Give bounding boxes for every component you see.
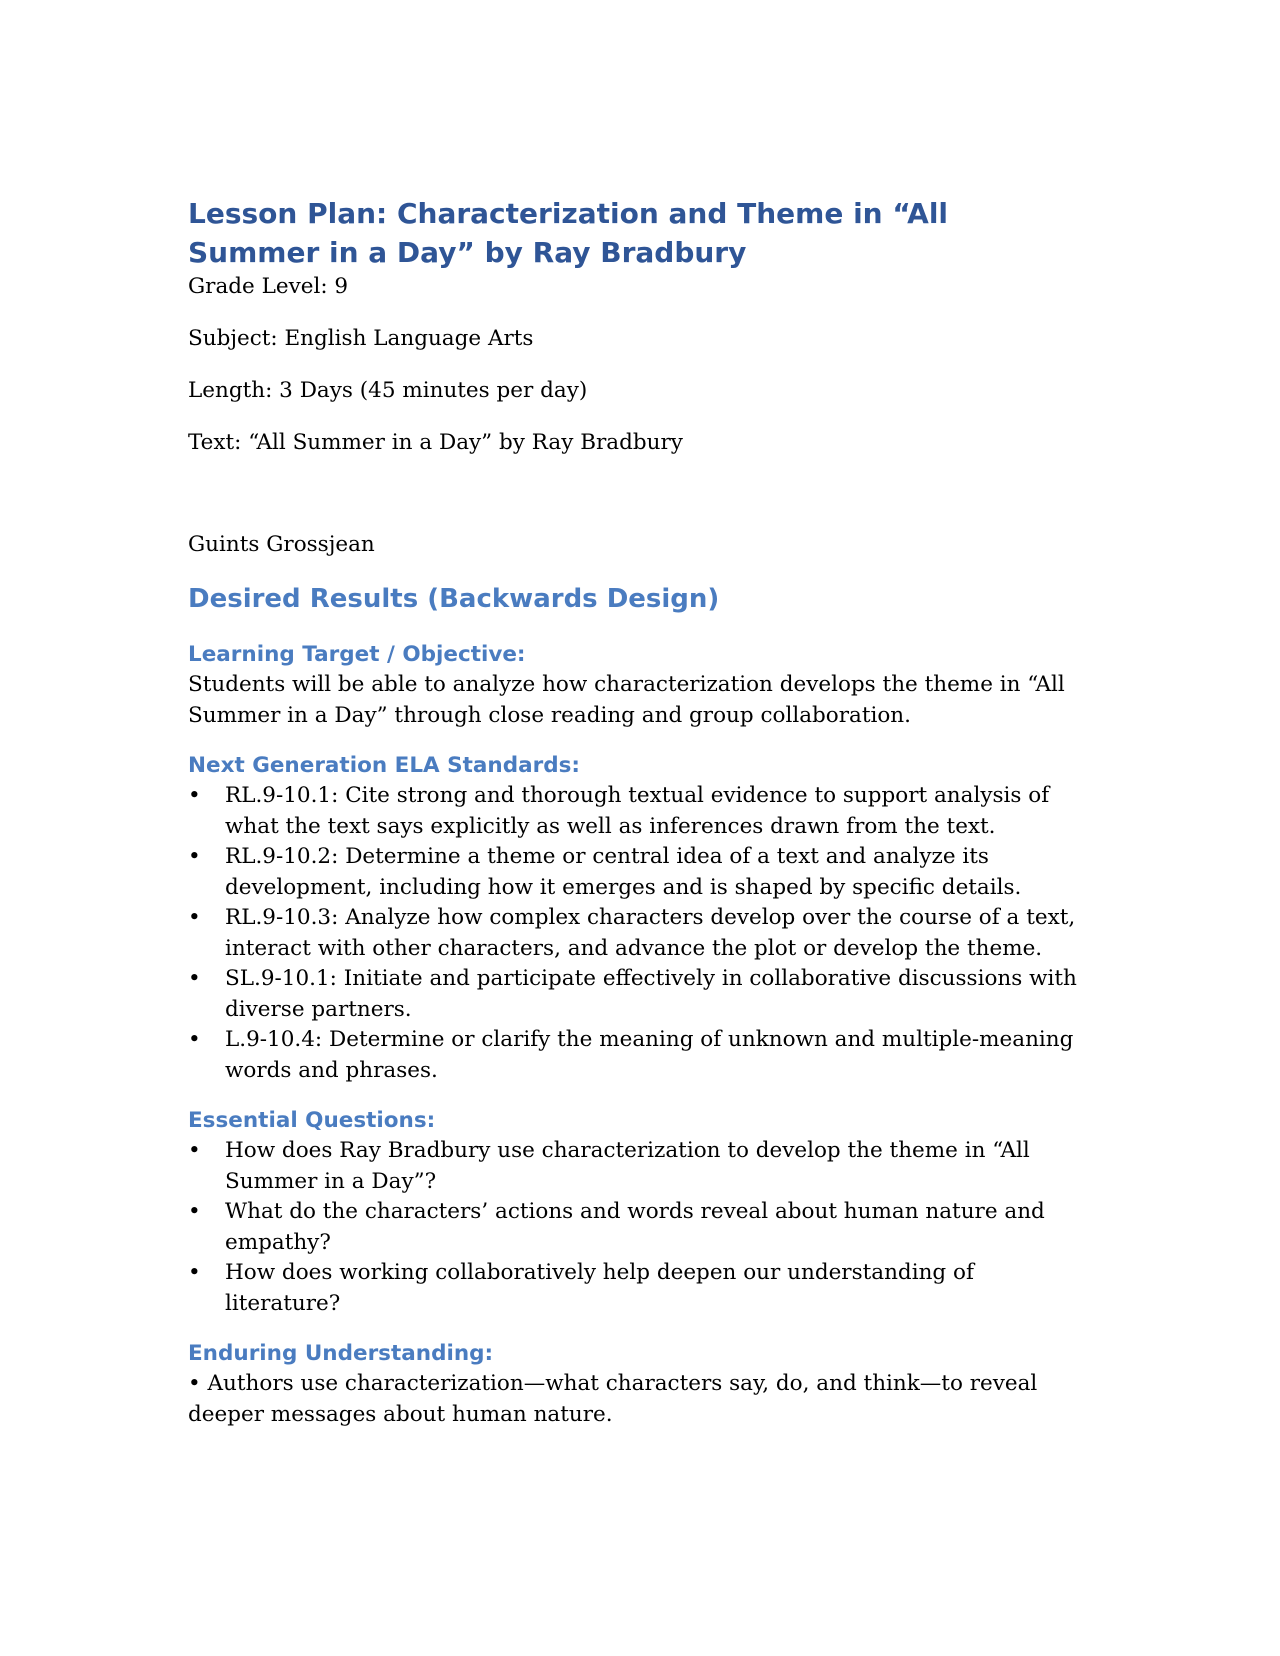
bullet-icon: • [188,1138,201,1163]
bullet-icon: • [188,905,201,930]
standard-text: RL.9-10.2: Determine a theme or central idea of a text and analyze its development, including how it emerges and is shaped by specific details. [225,844,1022,900]
standards-list [188,781,1088,1086]
grade-level: Grade Level: 9 [188,274,349,299]
standard-text: RL.9-10.1: Cite strong and thorough textual evidence to support analysis of what the text says explicitly as well as inferences drawn from the text. [225,783,1050,839]
bullet-icon: • [188,783,201,808]
bullet-icon: • [188,844,201,869]
standard-text: RL.9-10.3: Analyze how complex characters develop over the course of a text, interact with other characters, and advance the plot or develop the theme. [225,905,1076,961]
essential-questions-list [188,1136,1088,1319]
learning-target-body: Students will be able to analyze how characterization develops the theme in “All Summer in a Day” through close reading and group collaboration. [188,672,1065,728]
list-item [188,964,1088,1025]
length: Length: 3 Days (45 minutes per day) [188,378,588,403]
desired-results-heading: Desired Results (Backwards Design) [188,584,720,614]
subject: Subject: English Language Arts [188,326,534,351]
list-item [188,842,1088,903]
standard-text: SL.9-10.1: Initiate and participate effectively in collaborative discussions with diverse partners. [225,966,1077,1022]
enduring-understanding-body: • Authors use characterization—what characters say, do, and think—to reveal deeper messages about human nature. [188,1371,1038,1427]
bullet-icon: • [188,1260,201,1285]
document-page [188,194,1088,1430]
question-text: How does Ray Bradbury use characterization to develop the theme in “All Summer in a Day”? [225,1138,1030,1194]
standards-heading: Next Generation ELA Standards: [188,753,581,778]
essential-questions-heading: Essential Questions: [188,1108,436,1133]
learning-target-heading: Learning Target / Objective: [188,642,526,667]
list-item [188,781,1088,842]
enduring-understanding-heading: Enduring Understanding: [188,1341,494,1366]
bullet-icon: • [188,1199,201,1224]
list-item [188,1025,1088,1086]
text-source: Text: “All Summer in a Day” by Ray Bradbury [188,430,683,455]
page-title: Lesson Plan: Characterization and Theme in “All Summer in a Day” by Ray Bradbury [188,197,949,269]
list-item [188,1258,1088,1319]
bullet-icon: • [188,966,201,991]
question-text: What do the characters’ actions and words reveal about human nature and empathy? [225,1199,1045,1255]
standard-text: L.9-10.4: Determine or clarify the meaning of unknown and multiple-meaning words and phrases. [225,1027,1074,1083]
list-item [188,1197,1088,1258]
list-item [188,903,1088,964]
question-text: How does working collaboratively help deepen our understanding of literature? [225,1260,974,1316]
list-item [188,1136,1088,1197]
bullet-icon: • [188,1027,201,1052]
author-name: Guints Grossjean [188,532,375,557]
